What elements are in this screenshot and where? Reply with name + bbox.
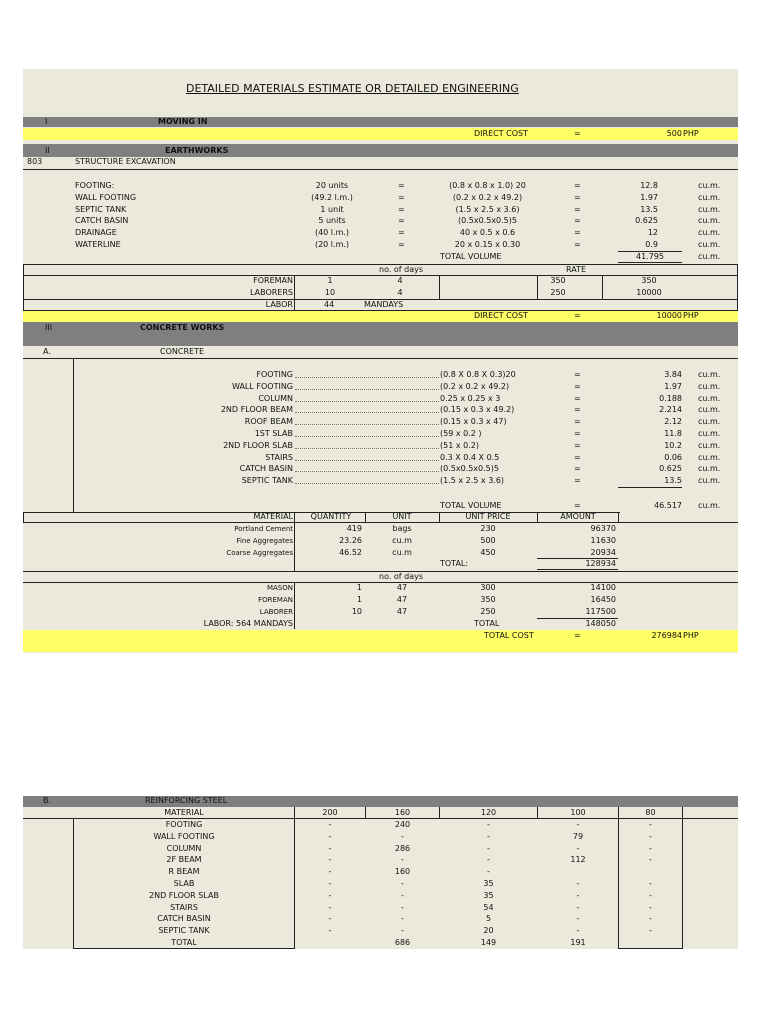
labor-days: 4 — [397, 276, 403, 285]
section-2-direct-cost-value: 10000 — [656, 311, 682, 320]
divider — [365, 512, 366, 523]
divider — [23, 169, 738, 170]
divider — [365, 807, 366, 818]
earthworks-equals: = — [398, 181, 405, 190]
concrete-volume: 1.97 — [664, 381, 682, 391]
steel-header-cell: 100 — [570, 808, 586, 817]
material-unit: cu.m — [392, 547, 412, 557]
labor-rate: 300 — [480, 583, 496, 592]
steel-value: 20 — [483, 926, 494, 936]
material-name: Fine Aggregates — [236, 536, 293, 545]
concrete-formula: (0.5x0.5x0.5)5 — [440, 464, 499, 474]
labor-days: 4 — [397, 287, 403, 297]
total-cost-currency: PHP — [683, 631, 699, 640]
earthworks-unit: cu.m. — [698, 204, 721, 214]
earthworks-unit: cu.m. — [698, 192, 721, 202]
steel-item: SLAB — [173, 879, 195, 888]
labor-label: LABOR — [265, 300, 293, 309]
concrete-equals: = — [574, 452, 581, 462]
concrete-volume: 11.8 — [664, 429, 682, 438]
earthworks-formula: 20 x 0.15 x 0.30 — [454, 240, 521, 249]
steel-item: COLUMN — [166, 843, 202, 853]
concrete-total-unit: cu.m. — [698, 501, 721, 510]
concrete-equals: = — [574, 370, 581, 379]
section-1-title: MOVING IN — [158, 117, 208, 126]
steel-value: - — [328, 914, 332, 924]
earthworks-item: DRAINAGE — [75, 228, 117, 238]
steel-value: - — [487, 820, 490, 829]
days-header: no. of days — [379, 572, 424, 581]
material-price: 500 — [480, 535, 496, 545]
steel-sub-number: B. — [43, 796, 52, 805]
material-header-cell: MATERIAL — [253, 512, 293, 521]
earthworks-unit: cu.m. — [698, 216, 721, 226]
steel-value: - — [649, 831, 652, 841]
earthworks-formula: (1.5 x 2.5 x 3.6) — [455, 204, 520, 214]
labor-count: 10 — [351, 607, 362, 616]
concrete-equals: = — [574, 405, 581, 415]
concrete-item: FOOTING — [256, 370, 293, 379]
concrete-formula: (0.15 x 0.3 x 47) — [440, 417, 507, 427]
steel-item: R BEAM — [168, 867, 200, 877]
concrete-volume: 0.625 — [659, 464, 682, 474]
concrete-item: STAIRS — [265, 452, 293, 462]
section-1-direct-cost-value: 500 — [666, 129, 682, 138]
steel-value: - — [649, 914, 652, 924]
steel-value: - — [576, 843, 580, 853]
material-header-cell: QUANTITY — [310, 512, 352, 521]
labor-amount: 14100 — [590, 583, 616, 592]
steel-value: 35 — [483, 879, 494, 888]
steel-item: FOOTING — [165, 820, 203, 829]
steel-item: 2F BEAM — [166, 855, 202, 865]
divider — [682, 807, 683, 949]
concrete-equals: = — [574, 417, 581, 427]
steel-value: 286 — [394, 843, 411, 853]
steel-header-cell: 120 — [480, 808, 497, 817]
steel-value: 149 — [480, 938, 497, 947]
steel-value: - — [401, 926, 404, 936]
earthworks-qty: (20 l.m.) — [314, 240, 350, 249]
steel-title: REINFORCING STEEL — [145, 796, 228, 805]
earthworks-qty: 20 units — [315, 181, 349, 190]
material-qty: 46.52 — [339, 547, 362, 557]
steel-value: - — [328, 890, 332, 900]
steel-value: - — [328, 855, 332, 865]
steel-value: - — [576, 914, 580, 924]
steel-value: - — [649, 843, 652, 853]
divider — [618, 948, 682, 949]
steel-header-cell: 80 — [645, 808, 656, 817]
steel-value: - — [328, 831, 332, 841]
material-total-label: TOTAL: — [440, 559, 469, 568]
material-price: 450 — [480, 547, 496, 557]
steel-value: - — [401, 855, 404, 865]
divider — [439, 512, 440, 523]
labor-mandays: MANDAYS — [364, 300, 404, 309]
concrete-unit: cu.m. — [698, 476, 721, 486]
material-header-cell: UNIT PRICE — [465, 512, 511, 521]
steel-value: 79 — [572, 831, 584, 841]
divider — [73, 948, 295, 949]
steel-header-cell: MATERIAL — [164, 808, 204, 817]
section-3-header — [23, 322, 738, 346]
labor-rate: 250 — [480, 607, 496, 616]
leader-dots — [295, 417, 439, 425]
total-cost-label: TOTAL COST — [484, 631, 534, 640]
divider — [73, 358, 74, 513]
divider — [737, 264, 738, 310]
labor-count: 10 — [324, 287, 336, 297]
earthworks-equals: = — [398, 192, 405, 202]
concrete-formula: (0.15 x 0.3 x 49.2) — [440, 405, 515, 415]
earthworks-equals: = — [574, 240, 581, 249]
concrete-item: CATCH BASIN — [239, 464, 293, 474]
concrete-volume: 10.2 — [664, 440, 682, 450]
steel-value: 5 — [485, 914, 492, 924]
labor-days: 47 — [396, 583, 408, 592]
labor-amount: 350 — [641, 276, 657, 285]
earthworks-volume: 0.9 — [645, 240, 658, 249]
concrete-volume: 13.5 — [664, 476, 682, 486]
concrete-item: SEPTIC TANK — [241, 476, 293, 486]
divider — [602, 275, 603, 299]
earthworks-total-label: TOTAL VOLUME — [440, 252, 502, 261]
concrete-volume: 2.12 — [664, 417, 682, 427]
labor-role: MASON — [266, 584, 293, 592]
divider — [537, 512, 538, 523]
concrete-item: 2ND FLOOR BEAM — [220, 405, 293, 415]
steel-value: - — [328, 820, 332, 829]
divider — [618, 487, 682, 488]
steel-item: CATCH BASIN — [157, 914, 211, 924]
concrete-formula: (1.5 x 2.5 x 3.6) — [440, 476, 505, 486]
section-2-direct-cost-label: DIRECT COST — [474, 311, 528, 320]
steel-value: - — [576, 879, 580, 888]
steel-value: - — [649, 879, 652, 888]
concrete-unit: cu.m. — [698, 440, 721, 450]
earthworks-item: SEPTIC TANK — [75, 204, 127, 214]
concrete-unit: cu.m. — [698, 417, 721, 427]
divider — [294, 582, 295, 629]
divider — [439, 275, 440, 299]
concrete-unit: cu.m. — [698, 393, 721, 403]
steel-value: 112 — [570, 855, 586, 865]
leader-dots — [295, 429, 439, 437]
concrete-formula: (51 x 0.2) — [440, 440, 479, 450]
leader-dots — [295, 370, 439, 378]
earthworks-formula: (0.5x0.5x0.5)5 — [458, 216, 517, 226]
earthworks-formula: (0.2 x 0.2 x 49.2) — [452, 192, 523, 202]
earthworks-volume: 12 — [647, 228, 658, 238]
divider — [537, 569, 618, 570]
labor-days: 47 — [396, 595, 408, 604]
material-unit: cu.m — [392, 535, 412, 545]
steel-value: - — [401, 914, 404, 924]
steel-value: - — [649, 902, 652, 912]
steel-value: - — [576, 820, 580, 829]
earthworks-equals: = — [574, 192, 581, 202]
earthworks-total-value: 41.795 — [636, 252, 664, 261]
concrete-equals: = — [574, 440, 581, 450]
leader-dots — [295, 464, 439, 472]
steel-item: WALL FOOTING — [153, 831, 215, 841]
material-total-value: 128934 — [585, 559, 616, 568]
divider — [23, 512, 24, 523]
concrete-equals: = — [574, 429, 581, 438]
rate-header: RATE — [566, 265, 587, 274]
steel-value: - — [401, 831, 404, 841]
section-1-direct-cost-label: DIRECT COST — [474, 129, 528, 138]
labor-count: 44 — [324, 300, 335, 309]
section-1-currency: PHP — [683, 129, 699, 138]
material-header-cell: UNIT — [392, 512, 412, 521]
earthworks-volume: 1.97 — [640, 192, 658, 202]
earthworks-equals: = — [574, 228, 581, 238]
leader-dots — [295, 441, 439, 449]
total-cost-value: 276984 — [651, 631, 682, 640]
labor-total-value: 148050 — [585, 619, 616, 628]
earthworks-qty: 5 units — [318, 216, 346, 226]
concrete-formula: (0.2 x 0.2 x 49.2) — [440, 381, 510, 391]
labor-rate: 350 — [480, 595, 496, 604]
earthworks-volume: 0.625 — [635, 216, 658, 226]
concrete-unit: cu.m. — [698, 452, 721, 462]
earthworks-equals: = — [398, 228, 405, 238]
labor-days: 47 — [396, 607, 408, 616]
labor-role: FOREMAN — [253, 276, 293, 285]
concrete-item: WALL FOOTING — [231, 381, 293, 391]
concrete-total-value: 46.517 — [654, 501, 682, 510]
steel-value: - — [649, 890, 652, 900]
material-amount: 20934 — [590, 547, 616, 557]
earthworks-equals: = — [398, 240, 405, 249]
section-1-direct-cost-bar — [23, 128, 738, 140]
steel-header — [23, 796, 738, 807]
concrete-unit: cu.m. — [698, 464, 721, 474]
section-2-currency: PHP — [683, 311, 699, 320]
labor-count: 1 — [356, 583, 362, 592]
section-1-number: I — [45, 117, 48, 126]
steel-value: - — [401, 902, 404, 912]
steel-value: - — [487, 855, 490, 865]
earthworks-equals: = — [574, 181, 581, 190]
labor-amount: 16450 — [590, 595, 616, 604]
labor-count: 1 — [356, 595, 362, 604]
concrete-formula: (0.8 X 0.8 X 0.3)20 — [440, 370, 516, 379]
labor-role: LABORER — [259, 608, 293, 616]
concrete-equals: = — [574, 393, 581, 403]
steel-item: 2ND FLOOR SLAB — [149, 890, 219, 900]
steel-value: - — [576, 902, 580, 912]
divider — [537, 275, 538, 299]
steel-value: - — [487, 843, 490, 853]
concrete-labor-label: LABOR: 564 MANDAYS — [203, 619, 293, 628]
steel-value: 54 — [483, 902, 494, 912]
section-1-equals: = — [574, 129, 581, 138]
material-header-cell: AMOUNT — [560, 512, 596, 521]
steel-value: - — [328, 843, 332, 853]
section-3-number: III — [45, 323, 53, 332]
leader-dots — [295, 453, 439, 461]
material-name: Coarse Aggregates — [226, 548, 293, 557]
labor-total-label: TOTAL — [474, 619, 500, 628]
concrete-equals: = — [574, 476, 581, 486]
divider — [23, 358, 738, 359]
earthworks-item: CATCH BASIN — [75, 216, 129, 226]
steel-value: 686 — [394, 938, 411, 947]
section-2-header — [23, 144, 738, 157]
divider — [23, 264, 24, 310]
concrete-volume: 2.214 — [659, 405, 682, 415]
divider — [439, 807, 440, 818]
section-2-equals: = — [574, 311, 581, 320]
steel-value: - — [576, 926, 580, 936]
labor-amount: 10000 — [636, 287, 662, 297]
earthworks-unit: cu.m. — [698, 181, 721, 190]
section-3-title: CONCRETE WORKS — [140, 323, 225, 332]
earthworks-qty: 1 unit — [320, 204, 344, 214]
days-header: no. of days — [379, 265, 424, 274]
steel-value: - — [401, 890, 404, 900]
material-qty: 23.26 — [339, 535, 362, 545]
earthworks-total-unit: cu.m. — [698, 252, 721, 261]
earthworks-formula: (0.8 x 0.8 x 1.0) 20 — [449, 181, 526, 190]
concrete-unit: cu.m. — [698, 381, 721, 391]
section-2-code: 803 — [27, 157, 43, 166]
concrete-item: 2ND FLOOR SLAB — [223, 440, 293, 450]
steel-item: STAIRS — [170, 902, 198, 912]
leader-dots — [295, 382, 439, 390]
leader-dots — [295, 476, 439, 484]
steel-value: - — [487, 867, 490, 877]
concrete-unit: cu.m. — [698, 370, 721, 379]
concrete-equals: = — [574, 381, 581, 391]
section-2-number: II — [45, 146, 50, 155]
material-name: Portland Cement — [234, 525, 293, 533]
concrete-item: 1ST SLAB — [254, 429, 293, 438]
divider — [294, 512, 295, 571]
steel-header-cell: 200 — [322, 808, 338, 817]
concrete-unit: cu.m. — [698, 429, 721, 438]
earthworks-equals: = — [398, 204, 405, 214]
earthworks-formula: 40 x 0.5 x 0.6 — [459, 228, 516, 238]
concrete-volume: 0.188 — [659, 393, 682, 403]
page-title: DETAILED MATERIALS ESTIMATE OR DETAILED ENGINEERING — [186, 82, 519, 95]
material-price: 230 — [480, 524, 496, 533]
labor-amount: 117500 — [585, 607, 616, 616]
divider — [294, 807, 295, 949]
steel-value: - — [328, 867, 332, 877]
labor-rate: 350 — [550, 276, 566, 285]
concrete-total-equals: = — [574, 501, 581, 510]
steel-value: - — [328, 879, 332, 888]
steel-value: - — [328, 926, 332, 936]
concrete-item: ROOF BEAM — [244, 417, 293, 427]
steel-item: TOTAL — [171, 938, 197, 947]
concrete-formula: (59 x 0.2 ) — [440, 429, 482, 438]
divider — [618, 807, 619, 949]
section-2-title: EARTHWORKS — [165, 146, 229, 155]
labor-count: 1 — [327, 276, 333, 285]
steel-value: - — [401, 879, 404, 888]
steel-value: 160 — [394, 867, 411, 877]
divider — [23, 522, 738, 523]
steel-value: 240 — [394, 820, 411, 829]
divider — [618, 251, 682, 252]
earthworks-qty: (40 l.m.) — [314, 228, 350, 238]
concrete-equals: = — [574, 464, 581, 474]
concrete-subtitle: CONCRETE — [160, 347, 205, 356]
earthworks-volume: 13.5 — [640, 204, 658, 214]
material-unit: bags — [392, 524, 412, 533]
labor-role: LABORERS — [249, 287, 293, 297]
earthworks-equals: = — [574, 216, 581, 226]
section-2-subtitle: STRUCTURE EXCAVATION — [75, 157, 176, 166]
material-amount: 96370 — [590, 524, 616, 533]
steel-value: - — [649, 926, 652, 936]
divider — [618, 512, 619, 523]
divider — [23, 818, 738, 819]
steel-header-cell: 160 — [394, 808, 411, 817]
steel-value: 191 — [570, 938, 586, 947]
earthworks-equals: = — [398, 216, 405, 226]
earthworks-unit: cu.m. — [698, 228, 721, 238]
labor-rate: 250 — [550, 287, 566, 297]
total-cost-equals: = — [574, 631, 581, 640]
steel-item: SEPTIC TANK — [158, 926, 210, 936]
divider — [618, 262, 682, 263]
concrete-formula: 0.25 x 0.25 x 3 — [440, 393, 501, 403]
leader-dots — [295, 405, 439, 413]
steel-value: - — [576, 890, 580, 900]
material-amount: 11630 — [590, 535, 616, 545]
earthworks-item: WATERLINE — [75, 240, 121, 249]
earthworks-item: FOOTING: — [75, 181, 115, 190]
steel-value: 35 — [483, 890, 494, 900]
earthworks-unit: cu.m. — [698, 240, 721, 249]
section-1-header — [23, 117, 738, 127]
concrete-item: COLUMN — [258, 393, 293, 403]
earthworks-item: WALL FOOTING — [75, 192, 137, 202]
steel-value: - — [649, 855, 652, 865]
leader-dots — [295, 394, 439, 402]
concrete-sub-number: A. — [43, 347, 51, 356]
earthworks-qty: (49.2 l.m.) — [311, 192, 353, 202]
section-2-direct-cost-bar — [23, 311, 738, 322]
earthworks-volume: 12.8 — [640, 181, 658, 190]
concrete-volume: 3.84 — [664, 370, 682, 379]
steel-value: - — [487, 831, 490, 841]
steel-value: - — [328, 902, 332, 912]
concrete-volume: 0.06 — [664, 452, 682, 462]
earthworks-equals: = — [574, 204, 581, 214]
concrete-unit: cu.m. — [698, 405, 721, 415]
labor-role: FOREMAN — [258, 596, 293, 604]
concrete-total-label: TOTAL VOLUME — [440, 501, 502, 510]
material-qty: 419 — [346, 524, 362, 533]
concrete-formula: 0.3 X 0.4 X 0.5 — [440, 452, 500, 462]
steel-value: - — [649, 820, 652, 829]
divider — [537, 807, 538, 818]
divider — [294, 275, 295, 310]
